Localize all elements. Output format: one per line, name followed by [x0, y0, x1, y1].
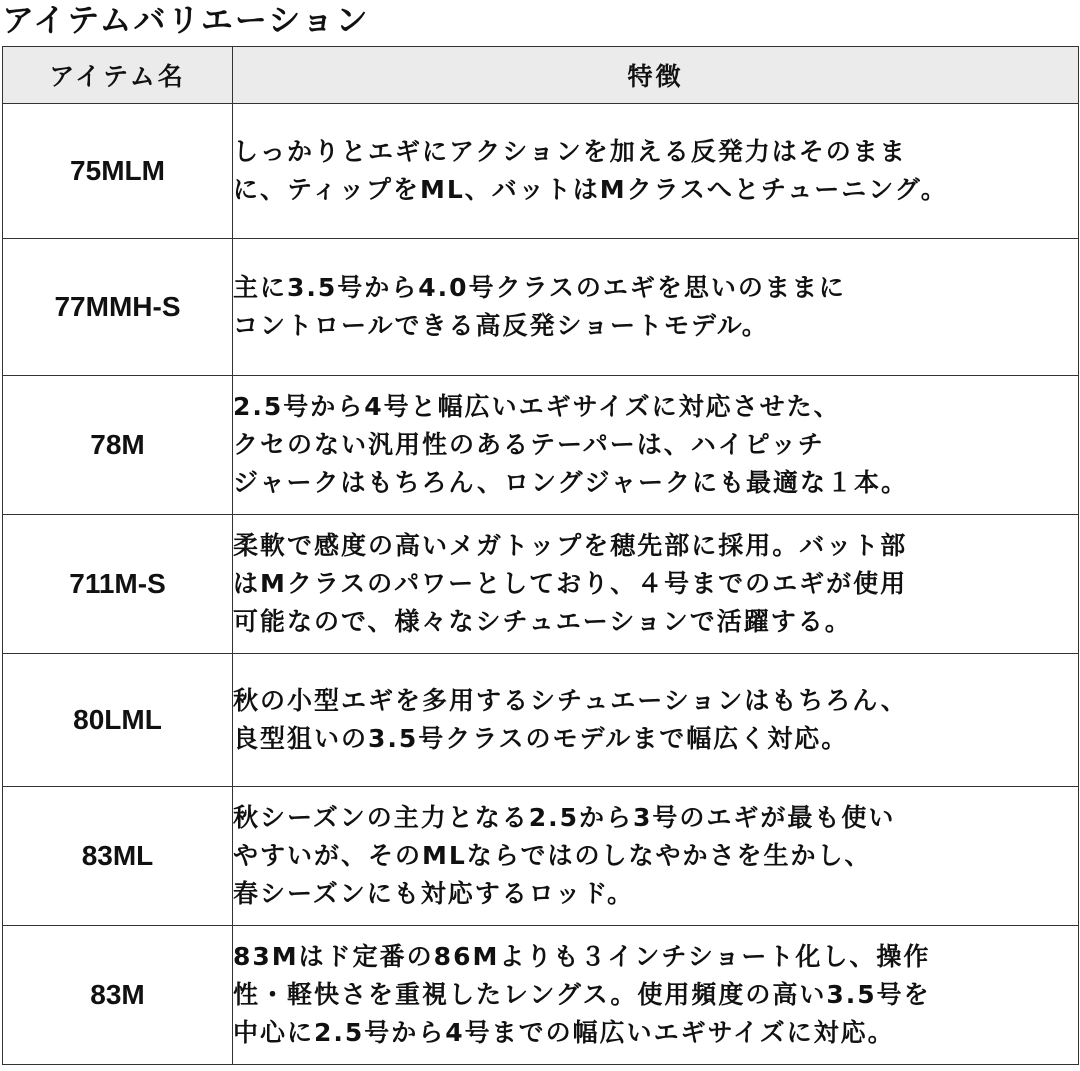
- feature-line: ジャークはもちろん、ロングジャークにも最適な１本。: [233, 468, 909, 497]
- item-name-cell: 83M: [3, 926, 233, 1065]
- item-feature-cell: [233, 515, 1079, 654]
- table-row: [3, 515, 1079, 654]
- item-name-cell: 711M-S: [3, 515, 233, 654]
- feature-line: はMクラスのパワーとしており、４号までのエギが使用: [233, 569, 908, 598]
- table-row: [3, 787, 1079, 926]
- feature-line: 83Mはド定番の86Mよりも３インチショート化し、操作: [233, 942, 931, 971]
- feature-line: に、ティップをML、バットはMクラスへとチューニング。: [233, 175, 948, 204]
- item-feature-cell: [233, 104, 1079, 239]
- table-header-row: [3, 47, 1079, 104]
- header-feature: 特徴: [233, 47, 1079, 104]
- table-row: [3, 926, 1079, 1065]
- feature-line: しっかりとエギにアクションを加える反発力はそのまま: [233, 137, 907, 166]
- feature-line: コントロールできる高反発ショートモデル。: [233, 311, 769, 340]
- table-row: [3, 239, 1079, 376]
- feature-line: 2.5号から4号と幅広いエギサイズに対応させた、: [233, 392, 841, 421]
- feature-line: 主に3.5号から4.0号クラスのエギを思いのままに: [233, 273, 846, 302]
- item-name-cell: 78M: [3, 376, 233, 515]
- item-feature-cell: [233, 654, 1079, 787]
- item-feature-cell: [233, 376, 1079, 515]
- feature-line: 性・軽快さを重視したレングス。使用頻度の高い3.5号を: [233, 980, 931, 1009]
- feature-line: 秋の小型エギを多用するシチュエーションはもちろん、: [233, 686, 908, 715]
- page-title: アイテムバリエーション: [2, 1, 370, 39]
- feature-line: 中心に2.5号から4号までの幅広いエギサイズに対応。: [233, 1018, 895, 1047]
- feature-line: 春シーズンにも対応するロッド。: [233, 879, 635, 908]
- item-feature-cell: [233, 787, 1079, 926]
- item-feature-cell: [233, 239, 1079, 376]
- table-row: [3, 104, 1079, 239]
- item-name-cell: 77MMH-S: [3, 239, 233, 376]
- item-name-cell: 80LML: [3, 654, 233, 787]
- item-feature-cell: [233, 926, 1079, 1065]
- item-name-cell: 83ML: [3, 787, 233, 926]
- feature-line: 柔軟で感度の高いメガトップを穂先部に採用。バット部: [233, 531, 908, 560]
- feature-line: 秋シーズンの主力となる2.5から3号のエギが最も使い: [233, 803, 896, 832]
- item-variation-table: [2, 46, 1079, 1065]
- feature-line: 良型狙いの3.5号クラスのモデルまで幅広く対応。: [233, 724, 849, 753]
- item-name-cell: 75MLM: [3, 104, 233, 239]
- feature-line: 可能なので、様々なシチュエーションで活躍する。: [233, 607, 852, 636]
- table-row: [3, 654, 1079, 787]
- feature-line: クセのない汎用性のあるテーパーは、ハイピッチ: [233, 430, 825, 459]
- header-item-name: アイテム名: [3, 47, 233, 104]
- feature-line: やすいが、そのMLならではのしなやかさを生かし、: [233, 841, 872, 870]
- table-row: [3, 376, 1079, 515]
